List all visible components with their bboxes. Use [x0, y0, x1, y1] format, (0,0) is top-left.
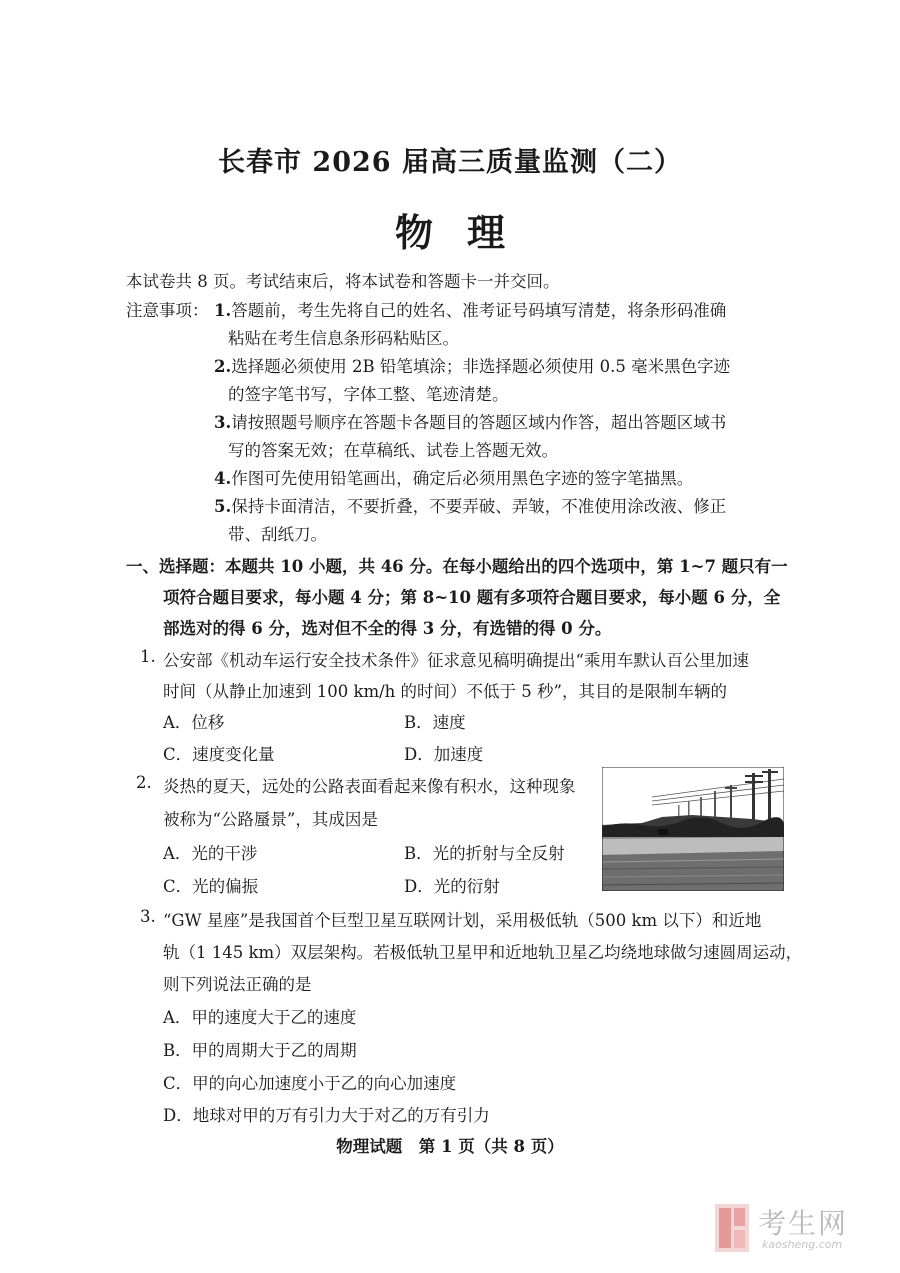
note-2-num: 2. — [214, 357, 232, 376]
q3-line-1: “GW 星座”是我国首个巨型卫星互联网计划，采用极低轨（500 km 以下）和近地 — [163, 911, 762, 930]
notes-label: 注意事项： — [126, 301, 209, 320]
q3-option-c[interactable]: C．甲的向心加速度小于乙的向心加速度 — [163, 1074, 457, 1093]
q1-option-a[interactable]: A．位移 — [163, 713, 225, 732]
note-1-line-2: 粘贴在考生信息条形码粘贴区。 — [228, 329, 459, 348]
note-3-num: 3. — [214, 413, 232, 432]
exam-title: 长春市 2026 届高三质量监测（二） — [218, 147, 682, 178]
note-4-text: 作图可先使用铅笔画出，确定后必须用黑色字迹的签字笔描黑。 — [231, 469, 694, 488]
q3-option-d[interactable]: D．地球对甲的万有引力大于对乙的万有引力 — [163, 1106, 490, 1125]
q3-line-2: 轨（1 145 km）双层架构。若极低轨卫星甲和近地轨卫星乙均绕地球做匀速圆周运动， — [163, 943, 803, 962]
page-footer: 物理试题 第 1 页（共 8 页） — [336, 1137, 564, 1156]
note-5-line-1 — [214, 496, 726, 518]
q3-line-3: 则下列说法正确的是 — [163, 975, 312, 994]
pages-note: 本试卷共 8 页。考试结束后，将本试卷和答题卡一并交回。 — [126, 272, 560, 291]
q1-line-1: 公安部《机动车运行安全技术条件》征求意见稿明确提出“乘用车默认百公里加速 — [163, 651, 749, 670]
watermark-brand: 考生网 — [758, 1207, 849, 1240]
note-3-line-2: 写的答案无效；在草稿纸、试卷上答题无效。 — [228, 441, 558, 460]
q2-line-1: 炎热的夏天，远处的公路表面看起来像有积水，这种现象 — [163, 777, 576, 796]
road-mirage-photo — [602, 767, 784, 891]
note-2-line-2: 的签字笔书写，字体工整、笔迹清楚。 — [228, 385, 509, 404]
note-2-line-1 — [214, 356, 730, 378]
note-4-num: 4. — [214, 469, 232, 488]
q3-option-b[interactable]: B．甲的周期大于乙的周期 — [163, 1041, 357, 1060]
note-5-num: 5. — [214, 497, 232, 516]
section1-line-2: 项符合题目要求，每小题 4 分；第 8~10 题有多项符合题目要求，每小题 6 分，全 — [163, 588, 781, 607]
note-2-text: 选择题必须使用 2B 铅笔填涂；非选择题必须使用 0.5 毫米黑色字迹 — [231, 357, 731, 376]
note-5-text: 保持卡面清洁，不要折叠，不要弄破、弄皱，不准使用涂改液、修正 — [231, 497, 727, 516]
q3-number: 3. — [140, 907, 156, 926]
q1-line-2: 时间（从静止加速到 100 km/h 的时间）不低于 5 秒”，其目的是限制车辆的 — [163, 682, 727, 701]
q2-option-c[interactable]: C．光的偏振 — [163, 877, 259, 896]
watermark-domain: kaosheng.com — [762, 1238, 843, 1251]
q2-option-b[interactable]: B．光的折射与全反射 — [404, 844, 565, 863]
q2-option-a[interactable]: A．光的干涉 — [163, 844, 258, 863]
q2-option-d[interactable]: D．光的衍射 — [404, 877, 500, 896]
note-1-text: 答题前，考生先将自己的姓名、准考证号码填写清楚，将条形码准确 — [231, 301, 727, 320]
note-3-text: 请按照题号顺序在答题卡各题目的答题区域内作答，超出答题区域书 — [231, 413, 727, 432]
note-5-line-2: 带、刮纸刀。 — [228, 525, 327, 544]
q1-option-c[interactable]: C．速度变化量 — [163, 745, 275, 764]
q2-number: 2. — [136, 773, 152, 792]
q3-option-a[interactable]: A．甲的速度大于乙的速度 — [163, 1008, 357, 1027]
note-4-line-1 — [214, 468, 693, 490]
q1-option-b[interactable]: B．速度 — [404, 713, 466, 732]
q2-line-2: 被称为“公路蜃景”，其成因是 — [163, 810, 378, 829]
note-3-line-1 — [214, 412, 726, 434]
section1-line-3: 部选对的得 6 分，选对但不全的得 3 分，有选错的得 0 分。 — [163, 619, 612, 638]
note-1-line-1 — [214, 300, 726, 322]
section1-line-1: 一、选择题：本题共 10 小题，共 46 分。在每小题给出的四个选项中，第 1~7 题只有一 — [126, 557, 788, 576]
q1-number: 1. — [140, 647, 156, 666]
note-1-num: 1. — [214, 301, 232, 320]
subject-title: 物理 — [394, 210, 539, 255]
q1-option-d[interactable]: D．加速度 — [404, 745, 484, 764]
